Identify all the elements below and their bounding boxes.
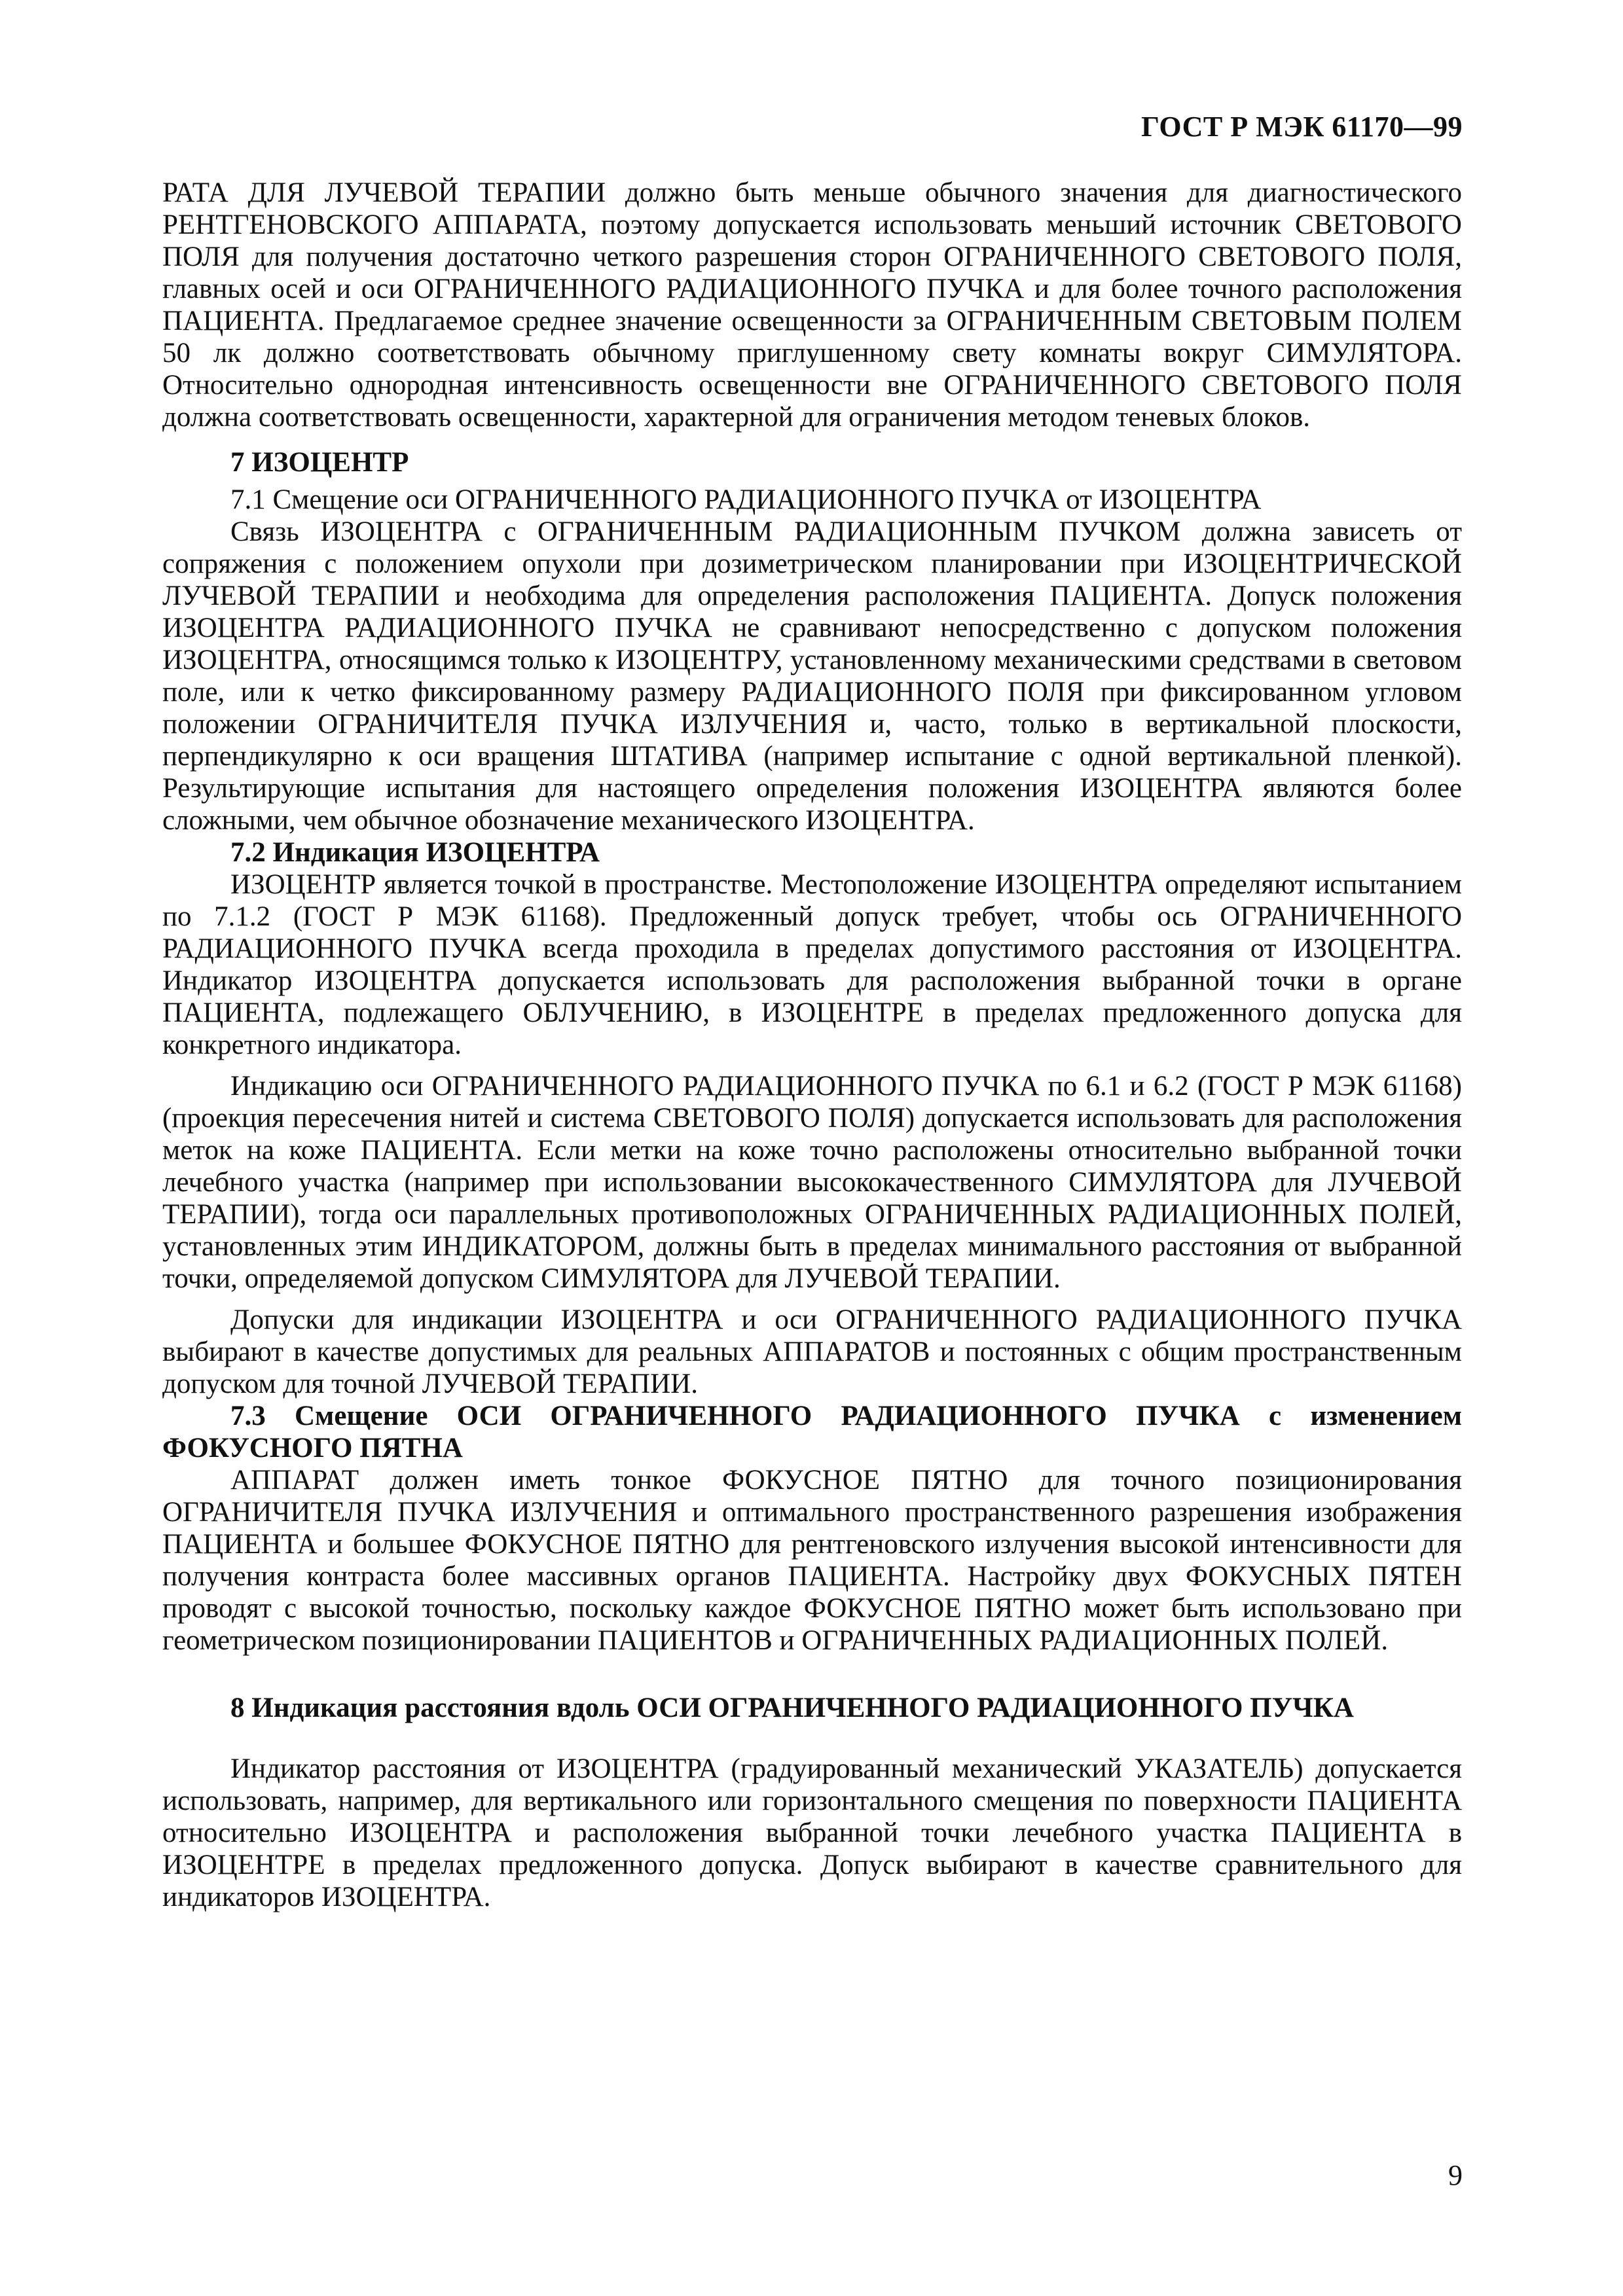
subsection-heading-7-1: 7.1 Смещение оси ОГРАНИЧЕННОГО РАДИАЦИОННОГО ПУЧКА от ИЗОЦЕНТРА (230, 484, 1262, 515)
paragraph-7-2-a: ИЗОЦЕНТР является точкой в пространстве. Местоположение ИЗОЦЕНТРА определяют испытанием по 7.1.2 (ГОСТ Р МЭК 61168). Предложенный допуск требует, чтобы ось ОГРАНИЧЕННОГО РАДИАЦИОННОГО ПУЧКА всегда проходила в пределах допустимого расстояния от ИЗОЦЕНТРА. Индикатор ИЗОЦЕНТРА допускается использовать для расположения выбранной точки в органе ПАЦИЕНТА, подлежащего ОБЛУЧЕНИЮ, в ИЗОЦЕНТРЕ в пределах предложенного допуска для конкретного индикатора. (162, 869, 1462, 1060)
paragraph-8: Индикатор расстояния от ИЗОЦЕНТРА (градуированный механический УКАЗАТЕЛЬ) допускается использовать, например, для вертикального или горизонтального смещения по поверхности ПАЦИЕНТА относительно ИЗОЦЕНТРА и расположения выбранной точки лечебного участка ПАЦИЕНТА в ИЗОЦЕНТРЕ в пределах предложенного допуска. Допуск выбирают в качестве сравнительного для индикаторов ИЗОЦЕНТРА. (162, 1753, 1462, 1912)
subsection-heading-7-3: 7.3 Смещение ОСИ ОГРАНИЧЕННОГО РАДИАЦИОННОГО ПУЧКА с изменением ФОКУСНОГО ПЯТНА (162, 1401, 1462, 1463)
paragraph-continued: РАТА ДЛЯ ЛУЧЕВОЙ ТЕРАПИИ должно быть меньше обычного значения для диагностического РЕНТГЕНОВСКОГО АППАРАТА, поэтому допускается использовать меньший источник СВЕТОВОГО ПОЛЯ для получения достаточно четкого разрешения сторон ОГРАНИЧЕННОГО СВЕТОВОГО ПОЛЯ, главных осей и оси ОГРАНИЧЕННОГО РАДИАЦИОННОГО ПУЧКА и для более точного расположения ПАЦИЕНТА. Предлагаемое среднее значение освещенности за ОГРАНИЧЕННЫМ СВЕТОВЫМ ПОЛЕМ 50 лк должно соответствовать обычному приглушенному свету комнаты вокруг СИМУЛЯТОРА. Относительно однородная интенсивность освещенности вне ОГРАНИЧЕННОГО СВЕТОВОГО ПОЛЯ должна соответствовать освещенности, характерной для ограничения методом теневых блоков. (162, 177, 1462, 433)
standard-code-header: ГОСТ Р МЭК 61170—99 (1140, 111, 1463, 143)
section-heading-8: 8 Индикация расстояния вдоль ОСИ ОГРАНИЧЕННОГО РАДИАЦИОННОГО ПУЧКА (230, 1693, 1354, 1723)
paragraph-7-2-b: Индикацию оси ОГРАНИЧЕННОГО РАДИАЦИОННОГО ПУЧКА по 6.1 и 6.2 (ГОСТ Р МЭК 61168) (проекция пересечения нитей и система СВЕТОВОГО ПОЛЯ) допускается использовать для расположения меток на коже ПАЦИЕНТА. Если метки на коже точно расположены относительно выбранной точки лечебного участка (например при использовании высококачественного СИМУЛЯТОРА для ЛУЧЕВОЙ ТЕРАПИИ), тогда оси параллельных противоположных ОГРАНИЧЕННЫХ РАДИАЦИОННЫХ ПОЛЕЙ, установленных этим ИНДИКАТОРОМ, должны быть в пределах минимального расстояния от выбранной точки, определяемой допуском СИМУЛЯТОРА для ЛУЧЕВОЙ ТЕРАПИИ. (162, 1071, 1462, 1294)
paragraph-7-3: АППАРАТ должен иметь тонкое ФОКУСНОЕ ПЯТНО для точного позиционирования ОГРАНИЧИТЕЛЯ ПУЧКА ИЗЛУЧЕНИЯ и оптимального пространственного разрешения изображения ПАЦИЕНТА и большее ФОКУСНОЕ ПЯТНО для рентгеновского излучения высокой интенсивности для получения контраста более массивных органов ПАЦИЕНТА. Настройку двух ФОКУСНЫХ ПЯТЕН проводят с высокой точностью, поскольку каждое ФОКУСНОЕ ПЯТНО может быть использовано при геометрическом позиционировании ПАЦИЕНТОВ и ОГРАНИЧЕННЫХ РАДИАЦИОННЫХ ПОЛЕЙ. (162, 1465, 1462, 1656)
page-number: 9 (1448, 2159, 1463, 2191)
paragraph-7-2-c: Допуски для индикации ИЗОЦЕНТРА и оси ОГРАНИЧЕННОГО РАДИАЦИОННОГО ПУЧКА выбирают в качестве допустимых для реальных АППАРАТОВ и постоянных с общим пространственным допуском для точной ЛУЧЕВОЙ ТЕРАПИИ. (162, 1304, 1462, 1399)
section-heading-7: 7 ИЗОЦЕНТР (230, 447, 409, 478)
subsection-heading-7-2: 7.2 Индикация ИЗОЦЕНТРА (230, 837, 600, 868)
paragraph-7-1: Связь ИЗОЦЕНТРА с ОГРАНИЧЕННЫМ РАДИАЦИОННЫМ ПУЧКОМ должна зависеть от сопряжения с положением опухоли при дозиметрическом планировании при ИЗОЦЕНТРИЧЕСКОЙ ЛУЧЕВОЙ ТЕРАПИИ и необходима для определения расположения ПАЦИЕНТА. Допуск положения ИЗОЦЕНТРА РАДИАЦИОННОГО ПУЧКА не сравнивают непосредственно с допуском положения ИЗОЦЕНТРА, относящимся только к ИЗОЦЕНТРУ, установленному механическими средствами в световом поле, или к четко фиксированному размеру РАДИАЦИОННОГО ПОЛЯ при фиксированном угловом положении ОГРАНИЧИТЕЛЯ ПУЧКА ИЗЛУЧЕНИЯ и, часто, только в вертикальной плоскости, перпендикулярно к оси вращения ШТАТИВА (например испытание с одной вертикальной пленкой). Результирующие испытания для настоящего определения положения ИЗОЦЕНТРА являются более сложными, чем обычное обозначение механического ИЗОЦЕНТРА. (162, 516, 1462, 836)
document-body (162, 177, 1462, 1913)
